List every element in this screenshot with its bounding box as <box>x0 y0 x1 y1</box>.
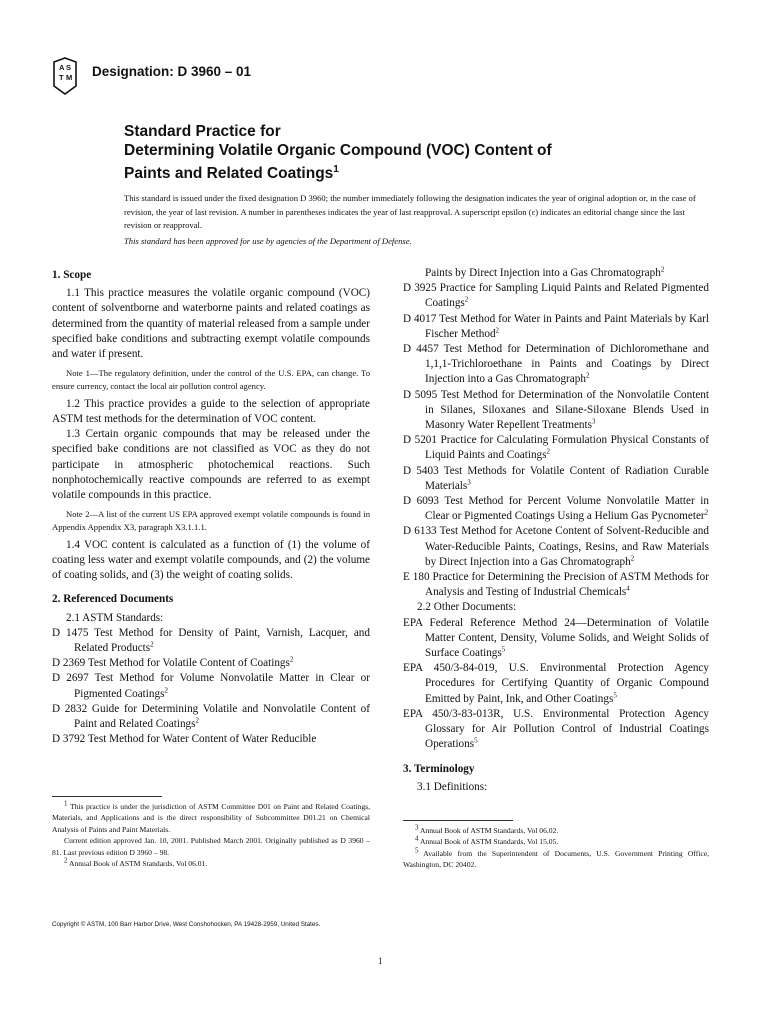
footnote-rule <box>403 820 513 821</box>
reference-footnote-mark: 2 <box>546 447 551 456</box>
reference-item <box>52 656 370 671</box>
reference-item <box>403 342 709 388</box>
reference-footnote-mark: 2 <box>660 265 665 274</box>
reference-item <box>403 570 709 600</box>
definitions-label: 3.1 Definitions: <box>417 780 488 793</box>
footnote <box>403 836 709 847</box>
astm-logo <box>50 56 80 96</box>
other-reference-list <box>403 616 709 753</box>
reference-text: Paints by Direct Injection into a Gas Chromatograph <box>425 267 661 279</box>
footnote <box>52 801 370 835</box>
reference-item <box>403 661 709 707</box>
footnote-rule <box>52 796 162 797</box>
reference-item <box>403 524 709 570</box>
footnote-text: This practice is under the jurisdiction of ASTM Committee D01 on Paint and Related Coatings, Materials, and Applications and is the direct responsibility of Subcommittee D01.21 on Chemical Analysis of Paints and Paint Materials. <box>52 802 370 834</box>
reference-text: D 6133 Test Method for Acetone Content of Solvent-Reducible and Water-Reducible Paints, Coatings, Resins, and Raw Materials by Direct Injection into a Gas Chromatograph <box>403 525 709 568</box>
svg-text:M: M <box>66 73 73 82</box>
reference-item <box>52 702 370 732</box>
reference-item <box>52 626 370 656</box>
scope-1-3: 1.3 Certain organic compounds that may be released under the specified bake conditions are not classified as VOC as they do not participate in atmospheric photochemical reactions. Such nonphotochemically reactive compounds are referred to as exempt volatile compounds in this practice. <box>52 428 370 502</box>
title-line-3-text: Paints and Related Coatings <box>124 165 334 183</box>
title-footnote-mark: 1 <box>333 164 339 175</box>
svg-text:S: S <box>66 63 72 72</box>
reference-text: D 3792 Test Method for Water Content of Water Reducible <box>52 733 317 746</box>
footnote-mark: 5 <box>415 846 419 855</box>
footnote-text: Current edition approved Jan. 10, 2001. Published March 2001. Originally published as D 3960 – 81. Last previous edition D 3960 – 98. <box>52 836 370 857</box>
footnotes-left <box>52 796 370 869</box>
footnote <box>52 835 370 858</box>
page-number: 1 <box>378 956 383 966</box>
svg-text:T: T <box>59 73 64 82</box>
note-1: Note 1—The regulatory definition, under the control of the U.S. EPA, can change. To ensure currency, contact the local air pollution control agency. <box>52 368 370 391</box>
footnote-text: Annual Book of ASTM Standards, Vol 06.01. <box>68 859 208 869</box>
reference-item <box>403 266 709 281</box>
reference-text: D 4017 Test Method for Water in Paints and Paint Materials by Karl Fischer Method <box>403 312 709 340</box>
reference-text: D 5201 Practice for Calculating Formulation Physical Constants of Liquid Paints and Coatings <box>403 434 709 462</box>
reference-footnote-mark: 2 <box>704 508 709 517</box>
reference-text: D 2832 Guide for Determining Volatile and Nonvolatile Content of Paint and Related Coatings <box>52 702 370 731</box>
reference-footnote-mark: 2 <box>150 640 154 649</box>
reference-item <box>403 281 709 311</box>
footnote-mark: 4 <box>415 834 419 843</box>
reference-text: D 1475 Test Method for Density of Paint, Varnish, Lacquer, and Related Products <box>52 626 370 655</box>
reference-text: EPA Federal Reference Method 24—Determination of Volatile Matter Content, Density, Volume Solids, and Weight Solids of Surface Coatings <box>403 616 709 660</box>
terminology-heading: 3. Terminology <box>403 762 475 775</box>
reference-text: D 3925 Practice for Sampling Liquid Paints and Related Pigmented Coatings <box>403 282 709 310</box>
defense-approval-note: This standard has been approved for use by agencies of the Department of Defense. <box>124 236 412 246</box>
reference-footnote-mark: 5 <box>613 690 617 699</box>
footnote-text: Annual Book of ASTM Standards, Vol 15.05. <box>419 837 559 847</box>
footnote-mark: 2 <box>64 856 68 865</box>
reference-footnote-mark: 5 <box>501 645 506 654</box>
reference-text: D 2697 Test Method for Volume Nonvolatile Matter in Clear or Pigmented Coatings <box>52 672 370 700</box>
astm-reference-list <box>52 626 370 748</box>
reference-item <box>403 707 709 753</box>
reference-footnote-mark: 2 <box>495 326 500 335</box>
reference-footnote-mark: 3 <box>467 478 471 487</box>
left-column <box>52 268 370 747</box>
footnotes-right <box>403 820 709 871</box>
footnote-mark: 3 <box>415 823 419 832</box>
svg-text:A: A <box>59 63 65 72</box>
title-line-3 <box>124 160 684 183</box>
astm-standards-label: 2.1 ASTM Standards: <box>66 611 164 624</box>
designation: Designation: D 3960 – 01 <box>92 64 252 79</box>
footnote-mark: 1 <box>64 799 68 808</box>
footnote <box>52 858 370 869</box>
issuance-statement: This standard is issued under the fixed designation D 3960; the number immediately following the designation indicates the year of original adoption or, in the case of revision, the year of last revision. A number in parentheses indicates the year of last reapproval. A superscript epsilon (ε) indicates an editorial change since the last revision or reapproval. <box>124 193 696 230</box>
title-line-1: Standard Practice for <box>124 123 281 140</box>
reference-item <box>403 464 709 494</box>
reference-footnote-mark: 2 <box>464 295 469 304</box>
document-title <box>124 122 684 183</box>
scope-heading: 1. Scope <box>52 269 92 281</box>
scope-1-2: 1.2 This practice provides a guide to the selection of appropriate ASTM test methods for the determination of VOC content. <box>52 397 370 426</box>
reference-footnote-mark: 4 <box>626 584 630 593</box>
note-2: Note 2—A list of the current US EPA approved exempt volatile compounds is found in Appendix Appendix X3, paragraph X3.1.1.1. <box>52 509 370 532</box>
referenced-documents-heading: 2. Referenced Documents <box>52 593 174 606</box>
reference-item <box>403 433 709 463</box>
reference-footnote-mark: 3 <box>592 417 596 426</box>
reference-text: EPA 450/3-83-013R, U.S. Environmental Protection Agency Glossary for Air Pollution Control of Industrial Coatings Operations <box>403 707 709 751</box>
scope-1-4: 1.4 VOC content is calculated as a function of (1) the volume of coating less water and exempt volatile compounds, and (2) the volume of coating solids, and (3) the weight of coating solids. <box>52 538 370 582</box>
reference-footnote-mark: 2 <box>585 371 590 380</box>
footnote-text: Available from the Superintendent of Documents, U.S. Government Printing Office, Washington, DC 20402. <box>403 848 710 870</box>
footnote <box>403 825 709 836</box>
footnote-text: Annual Book of ASTM Standards, Vol 06.02. <box>419 826 559 835</box>
reference-footnote-mark: 2 <box>195 716 199 725</box>
reference-item <box>403 494 709 524</box>
reference-footnote-mark: 2 <box>630 554 635 563</box>
reference-footnote-mark: 2 <box>289 655 294 664</box>
footnote <box>403 848 709 871</box>
reference-item <box>403 388 709 434</box>
reference-item <box>403 312 709 342</box>
reference-text: D 2369 Test Method for Volatile Content of Coatings <box>52 657 290 670</box>
reference-text: D 5403 Test Methods for Volatile Content of Radiation Curable Materials <box>403 464 709 492</box>
reference-text: E 180 Practice for Determining the Precision of ASTM Methods for Analysis and Testing of Industrial Chemicals <box>403 571 709 599</box>
reference-item <box>52 671 370 701</box>
reference-text: D 4457 Test Method for Determination of Dichloromethane and 1,1,1-Trichloroethane in Paints and Coatings by Direct Injection into a Gas Chromatograph <box>403 343 709 386</box>
reference-footnote-mark: 2 <box>164 685 168 694</box>
other-documents-label: 2.2 Other Documents: <box>417 601 517 614</box>
reference-footnote-mark: 5 <box>474 736 478 745</box>
reference-text: D 5095 Test Method for Determination of the Nonvolatile Content in Silanes, Siloxanes and Silane-Siloxane Blends Used in Masonry Water Repellent Treatments <box>403 388 709 432</box>
right-column <box>403 266 709 795</box>
reference-text: D 6093 Test Method for Percent Volume Nonvolatile Matter in Clear or Pigmented Coatings Using a Helium Gas Pycnometer <box>403 495 709 523</box>
reference-text: EPA 450/3-84-019, U.S. Environmental Protection Agency Procedures for Certifying Quantity of Organic Compound Emitted by Paint, Ink, and Other Coatings <box>403 662 709 705</box>
reference-item <box>403 616 709 662</box>
reference-item <box>52 732 370 747</box>
scope-1-1: 1.1 This practice measures the volatile organic compound (VOC) content of solventborne and waterborne paints and related coatings as determined from the quantity of material released from a sample under specified bake conditions and subtracting exempt volatile compounds and water if present. <box>52 287 370 361</box>
copyright-line: Copyright © ASTM, 100 Barr Harbor Drive, West Conshohocken, PA 19428-2959, United States. <box>52 921 321 928</box>
title-line-2: Determining Volatile Organic Compound (VOC) Content of <box>124 142 552 159</box>
astm-reference-list-continued <box>403 266 709 600</box>
